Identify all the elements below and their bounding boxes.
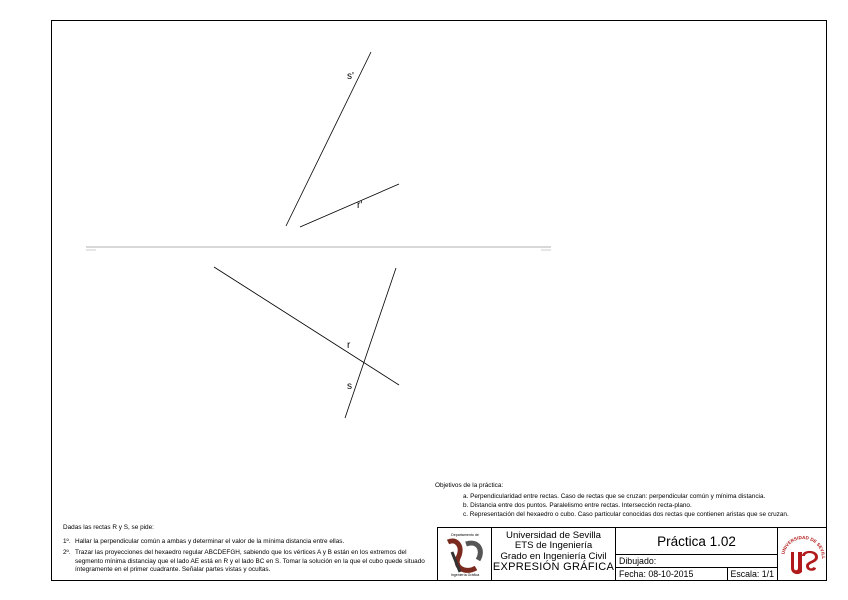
objectives-title: Objetivos de la práctica: [435,482,504,489]
dept-logo-bottom-text: Ingeniería Gráfica [450,573,480,577]
step-number: 1º. [63,538,71,546]
school-name: ETS de Ingeniería [514,540,593,552]
objective-item: a. Perpendicularidad entre rectas. Caso de rectas que se cruzan: perpendicular común y mínima distancia. [463,493,766,500]
svg-text:UNIVERSIDAD DE SEVILLA [778,528,826,559]
department-logo [438,528,492,581]
problem-step [63,549,433,574]
university-seal-logo [777,528,827,581]
date-field: Fecha: 08-10-2015 [616,568,728,581]
university-name: Universidad de Sevilla [506,530,601,541]
objective-item: c. Representación del hexaedro o cubo. Caso particular conocidas dos rectas que contienen aristas que se cruzan. [463,511,789,518]
title-block [437,527,827,581]
label-r-prime: r' [357,200,363,211]
practice-title: Práctica 1.02 [616,528,777,555]
drawn-by-field: Dibujado: [616,555,777,568]
department-logo-graphic [438,528,491,581]
degree-name: Grado en Ingeniería Civil [500,550,607,562]
line-r [214,267,399,385]
label-s: s [347,381,352,392]
label-r: r [347,340,351,351]
step-text: Hallar la perpendicular común a ambas y determinar el valor de la mínima distancia entre ellas. [75,538,345,546]
scale-field: Escala: 1/1 [730,569,774,579]
line-r-prime [300,184,399,227]
label-s-prime: s' [347,71,354,82]
dept-logo-top-text: Departamento de [451,533,479,537]
objective-item: b. Distancia entre dos puntos. Paralelismo entre rectas. Intersección recta-plano. [463,502,692,509]
university-seal-graphic [778,528,828,581]
university-info [492,528,616,581]
step-text: Trazar las proyecciones del hexaedro regular ABCDEFGH, sabiendo que los vértices A y B están en los extremos del segmento mínima distanciay que el lado AE está en R y el lado BC en S. Tomar la solución en la que el cubo quede situado íntegramente en el primer cuadrante. Señalar partes vistas y ocultas. [75,549,425,573]
seal-text: UNIVERSIDAD DE SEVILL [780,534,827,560]
objectives-section [435,481,789,519]
problem-intro: Dadas las rectas R y S, se pide: [63,524,154,531]
line-s [345,268,396,418]
problem-statement [63,524,433,577]
objectives-list [435,492,789,519]
subject-name: EXPRESIÓN GRÁFICA [492,560,615,573]
problem-step [63,538,433,546]
step-number: 2º. [63,549,71,557]
